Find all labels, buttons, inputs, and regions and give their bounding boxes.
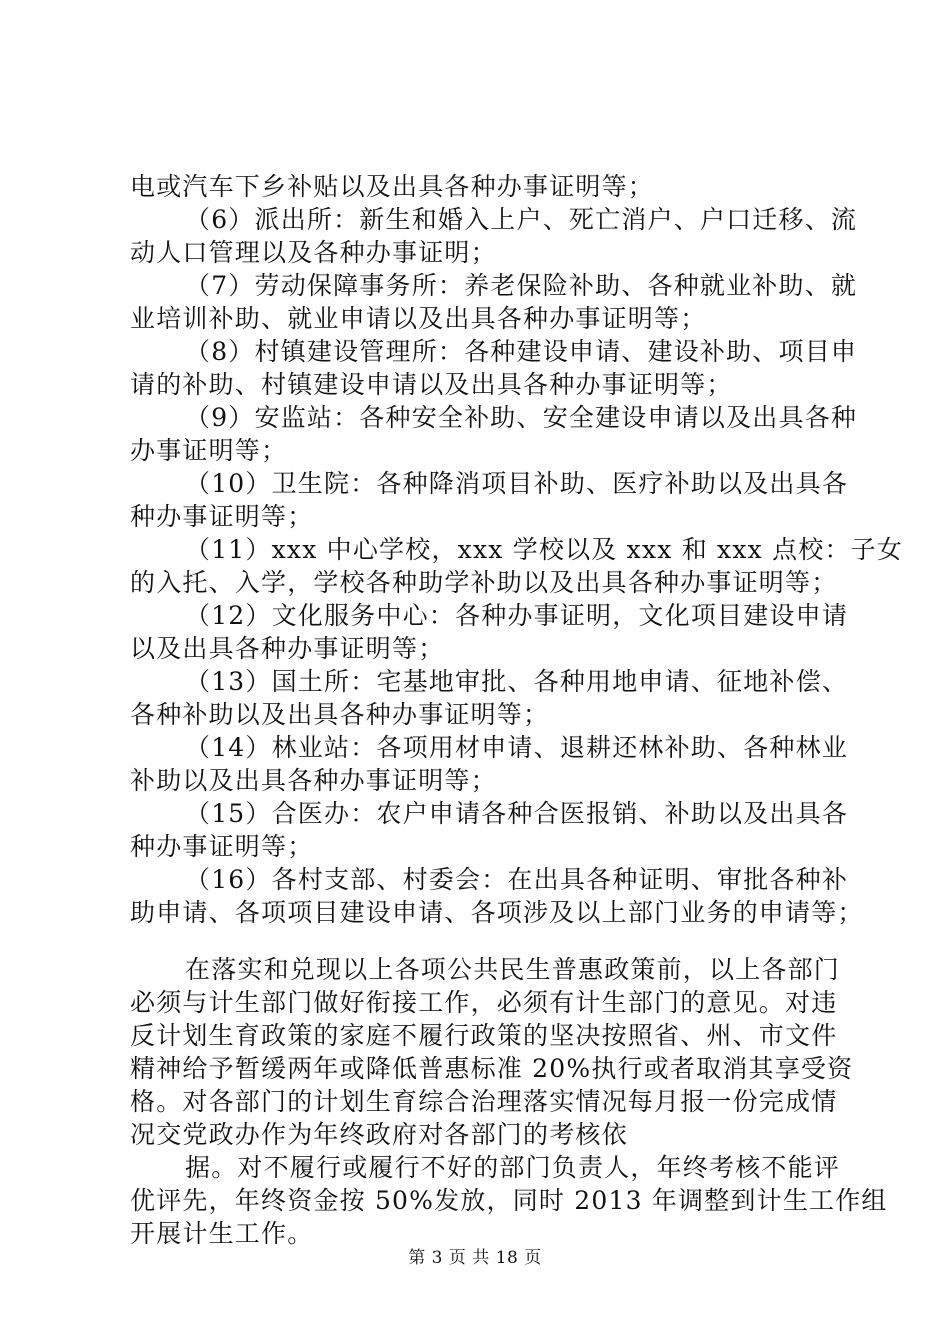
text-line: （10）卫生院：各种降消项目补助、医疗补助以及出具各 (185, 469, 849, 498)
text-line: 反计划生育政策的家庭不履行政策的坚决按照省、州、市文件 (130, 1021, 838, 1050)
text-line: （6）派出所：新生和婚入上户、死亡消户、户口迁移、流 (185, 205, 858, 234)
text-line: 优评先，年终资金按 50%发放，同时 2013 年调整到计生工作组 (130, 1186, 888, 1215)
text-line: （11）xxx 中心学校，xxx 学校以及 xxx 和 xxx 点校：子女 (185, 535, 904, 564)
text-line: （13）国土所：宅基地审批、各种用地申请、征地补偿、 (185, 667, 849, 696)
text-line: 开展计生工作。 (130, 1219, 314, 1248)
text-line: 在落实和兑现以上各项公共民生普惠政策前，以上各部门 (185, 955, 841, 984)
text-line: 以及出具各种办事证明等； (130, 634, 445, 663)
text-line: 办事证明等； (130, 436, 288, 465)
text-line: 精神给予暂缓两年或降低普惠标准 20%执行或者取消其享受资 (130, 1054, 854, 1083)
text-line: 补助以及出具各种办事证明等； (130, 766, 497, 795)
text-line: 格。对各部门的计划生育综合治理落实情况每月报一份完成情 (130, 1087, 838, 1116)
text-line: 业培训补助、就业申请以及出具各种办事证明等； (130, 304, 707, 333)
text-line: （15）合医办：农户申请各种合医报销、补助以及出具各 (185, 799, 849, 828)
text-line: （16）各村支部、村委会：在出具各种证明、审批各种补 (185, 865, 849, 894)
text-line: 种办事证明等； (130, 832, 314, 861)
page-footer (0, 1243, 950, 1268)
text-line: （12）文化服务中心：各种办事证明，文化项目建设申请 (185, 601, 849, 630)
text-line: （14）林业站：各项用材申请、退耕还林补助、各种林业 (185, 733, 849, 762)
text-line: 电或汽车下乡补贴以及出具各种办事证明等； (130, 172, 655, 201)
paragraph-gap (130, 929, 830, 953)
text-line: 动人口管理以及各种办事证明； (130, 238, 497, 267)
text-line: 的入托、入学，学校各种助学补助以及出具各种办事证明等； (130, 568, 838, 597)
page-number-label: 第 3 页 共 18 页 (408, 1248, 542, 1268)
text-line: 据。对不履行或履行不好的部门负责人，年终考核不能评 (185, 1153, 841, 1182)
text-line: 种办事证明等； (130, 502, 314, 531)
text-line: （7）劳动保障事务所：养老保险补助、各种就业补助、就 (185, 271, 858, 300)
text-line: 各种补助以及出具各种办事证明等； (130, 700, 550, 729)
text-line: 况交党政办作为年终政府对各部门的考核依 (130, 1120, 628, 1149)
text-line: 请的补助、村镇建设申请以及出具各种办事证明等； (130, 370, 733, 399)
text-line: （9）安监站：各种安全补助、安全建设申请以及出具各种 (185, 403, 858, 432)
document-body (130, 170, 904, 1250)
text-line: （8）村镇建设管理所：各种建设申请、建设补助、项目申 (185, 337, 858, 366)
text-line: 助申请、各项项目建设申请、各项涉及以上部门业务的申请等； (130, 898, 864, 927)
text-line: 必须与计生部门做好衔接工作，必须有计生部门的意见。对违 (130, 988, 838, 1017)
